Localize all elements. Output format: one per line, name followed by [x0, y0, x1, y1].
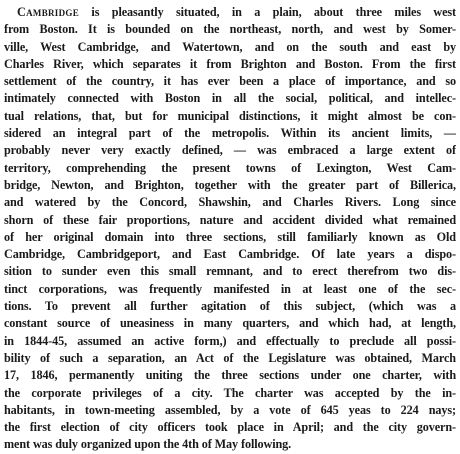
text-line: tinct corporations, was frequently manifested in at least one of the sec-	[4, 281, 456, 296]
text-line: bridge, Newton, and Brighton, together with the greater part of Billerica,	[4, 177, 456, 192]
text-line: ville, West Cambridge, and Watertown, and on the south and east by	[4, 39, 456, 54]
text-line: tions. To prevent all further agitation of this subject, (which was a	[4, 299, 456, 314]
text-line: intimately connected with Boston in all the social, political, and intellec-	[4, 91, 456, 106]
text-line: habitants, in town-meeting assembled, by a vote of 645 yeas to 224 nays;	[4, 402, 456, 417]
text-line: Cambridge, Cambridgeport, and East Cambridge. Of late years a dispo-	[4, 247, 456, 262]
lead-word: Cambridge	[17, 5, 80, 19]
text-line: shorn of these fair proportions, nature and accident divided what remained	[4, 212, 456, 227]
text-line: and watered by the Concord, Shawshin, and Charles Rivers. Long since	[4, 195, 456, 210]
text-line-remainder: is pleasantly situated, in a plain, about three miles west	[79, 5, 456, 19]
text-line: sidered an integral part of the metropolis. Within its ancient limits, —	[4, 126, 456, 141]
paragraph	[4, 4, 456, 454]
text-line: settlement of the country, it has ever been a place of importance, and so	[4, 74, 456, 89]
text-line: 17, 1846, permanently uniting the three sections under one charter, with	[4, 368, 456, 383]
text-line: constant source of uneasiness in many quarters, and which had, at length,	[4, 316, 456, 331]
text-line: bility of such a separation, an Act of the Legislature was obtained, March	[4, 350, 456, 365]
text-line	[4, 4, 456, 21]
text-line: probably never very exactly defined, — was embraced a large extent of	[4, 143, 456, 158]
text-line: tual relations, that, but for municipal distinctions, it might almost be con-	[4, 108, 456, 123]
text-line: from Boston. It is bounded on the northeast, north, and west by Somer-	[4, 22, 456, 37]
text-line: sition to sunder even this small remnant, and to erect therefrom two dis-	[4, 264, 456, 279]
text-line: ment was duly organized upon the 4th of May following.	[4, 437, 292, 452]
text-line: Charles River, which separates it from Brighton and Boston. From the first	[4, 56, 456, 71]
text-line: territory, comprehending the present towns of Lexington, West Cam-	[4, 160, 456, 175]
text-line: the first election of city officers took place in April; and the city govern-	[4, 420, 456, 435]
document-page	[4, 4, 456, 454]
text-line: of her original domain into three sections, still familiarly known as Old	[4, 229, 456, 244]
text-line: the corporate privileges of a city. The charter was accepted by the in-	[4, 385, 456, 400]
text-line: in 1844-45, assumed an active form,) and effectually to preclude all possi-	[4, 333, 456, 348]
